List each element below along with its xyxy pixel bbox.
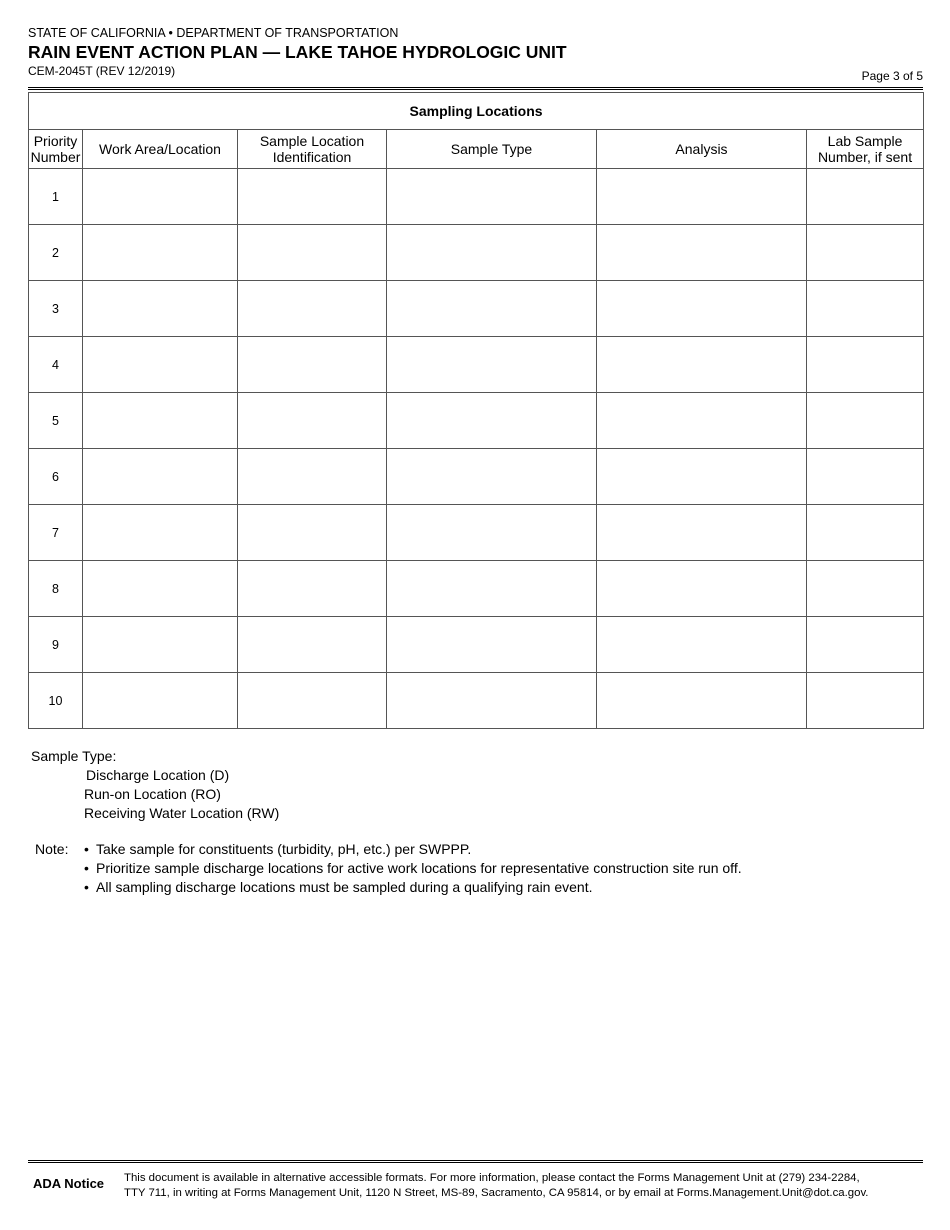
work-area-cell[interactable] xyxy=(83,393,238,449)
lab-sample-number-cell[interactable] xyxy=(807,561,924,617)
legend-item: Run-on Location (RO) xyxy=(84,786,221,802)
table-row xyxy=(29,505,924,561)
analysis-cell[interactable] xyxy=(597,225,807,281)
notes-label: Note: xyxy=(35,841,69,857)
lab-sample-number-cell[interactable] xyxy=(807,617,924,673)
form-title: RAIN EVENT ACTION PLAN — LAKE TAHOE HYDROLOGIC UNIT xyxy=(28,42,567,62)
work-area-cell[interactable] xyxy=(83,673,238,729)
work-area-cell[interactable] xyxy=(83,337,238,393)
sample-type-legend xyxy=(31,747,279,823)
priority-number-cell: 3 xyxy=(29,281,83,337)
sample-type-cell[interactable] xyxy=(387,505,597,561)
lab-sample-number-cell[interactable] xyxy=(807,169,924,225)
table-row xyxy=(29,673,924,729)
lab-sample-number-cell[interactable] xyxy=(807,281,924,337)
analysis-cell[interactable] xyxy=(597,281,807,337)
sample-type-cell[interactable] xyxy=(387,169,597,225)
work-area-cell[interactable] xyxy=(83,617,238,673)
note-item: • All sampling discharge locations must be sampled during a qualifying rain event. xyxy=(84,879,593,895)
table-row xyxy=(29,169,924,225)
table-row xyxy=(29,393,924,449)
sample-location-id-cell[interactable] xyxy=(238,393,387,449)
analysis-cell[interactable] xyxy=(597,561,807,617)
table-caption: Sampling Locations xyxy=(29,93,924,130)
lab-sample-number-cell[interactable] xyxy=(807,505,924,561)
ada-notice-text: This document is available in alternative accessible formats. For more information, please contact the Forms Management Unit at (279) 234-2284, TTY 711, in writing at Forms Management Unit, 1120 N Street, MS-89, Sacramento, CA 95814, or by email at Forms.Management.Unit@dot.ca.gov. xyxy=(124,1172,869,1199)
sample-type-cell[interactable] xyxy=(387,393,597,449)
analysis-cell[interactable] xyxy=(597,617,807,673)
table-row xyxy=(29,225,924,281)
col-sample-type: Sample Type xyxy=(387,130,597,169)
analysis-cell[interactable] xyxy=(597,337,807,393)
col-sample-location-id: Sample Location Identification xyxy=(238,130,387,169)
col-priority-number: Priority Number xyxy=(29,130,83,169)
sample-location-id-cell[interactable] xyxy=(238,169,387,225)
priority-number-cell: 8 xyxy=(29,561,83,617)
footer-rule xyxy=(28,1160,923,1163)
analysis-cell[interactable] xyxy=(597,449,807,505)
page-number: Page 3 of 5 xyxy=(861,69,923,83)
lab-sample-number-cell[interactable] xyxy=(807,449,924,505)
sample-location-id-cell[interactable] xyxy=(238,673,387,729)
lab-sample-number-cell[interactable] xyxy=(807,337,924,393)
sample-location-id-cell[interactable] xyxy=(238,505,387,561)
form-header xyxy=(28,26,923,83)
col-analysis: Analysis xyxy=(597,130,807,169)
agency-line: STATE OF CALIFORNIA • DEPARTMENT OF TRANSPORTATION xyxy=(28,26,399,40)
column-header-row xyxy=(29,130,924,169)
sample-location-id-cell[interactable] xyxy=(238,561,387,617)
priority-number-cell: 1 xyxy=(29,169,83,225)
lab-sample-number-cell[interactable] xyxy=(807,393,924,449)
bullet-icon: • xyxy=(84,879,89,895)
sample-location-id-cell[interactable] xyxy=(238,617,387,673)
work-area-cell[interactable] xyxy=(83,505,238,561)
work-area-cell[interactable] xyxy=(83,225,238,281)
table-row xyxy=(29,561,924,617)
priority-number-cell: 10 xyxy=(29,673,83,729)
work-area-cell[interactable] xyxy=(83,449,238,505)
legend-heading: Sample Type: xyxy=(31,748,117,764)
sampling-locations-table xyxy=(28,92,924,729)
table-row xyxy=(29,449,924,505)
legend-item: Discharge Location (D) xyxy=(86,767,230,783)
lab-sample-number-cell[interactable] xyxy=(807,225,924,281)
sample-type-cell[interactable] xyxy=(387,617,597,673)
table-row xyxy=(29,281,924,337)
sample-location-id-cell[interactable] xyxy=(238,449,387,505)
table-row xyxy=(29,617,924,673)
col-lab-sample-number: Lab Sample Number, if sent xyxy=(807,130,924,169)
bullet-icon: • xyxy=(84,860,89,876)
work-area-cell[interactable] xyxy=(83,169,238,225)
priority-number-cell: 6 xyxy=(29,449,83,505)
lab-sample-number-cell[interactable] xyxy=(807,673,924,729)
priority-number-cell: 5 xyxy=(29,393,83,449)
bullet-icon: • xyxy=(84,841,89,857)
sample-type-cell[interactable] xyxy=(387,673,597,729)
legend-item: Receiving Water Location (RW) xyxy=(84,805,280,821)
analysis-cell[interactable] xyxy=(597,673,807,729)
sample-type-cell[interactable] xyxy=(387,449,597,505)
analysis-cell[interactable] xyxy=(597,505,807,561)
work-area-cell[interactable] xyxy=(83,281,238,337)
sample-type-cell[interactable] xyxy=(387,561,597,617)
priority-number-cell: 2 xyxy=(29,225,83,281)
sample-type-cell[interactable] xyxy=(387,281,597,337)
analysis-cell[interactable] xyxy=(597,169,807,225)
note-item: • Prioritize sample discharge locations for active work locations for representative construction site run off. xyxy=(84,860,742,876)
ada-notice-label: ADA Notice xyxy=(33,1176,105,1191)
sample-type-cell[interactable] xyxy=(387,337,597,393)
header-rule xyxy=(28,87,923,90)
sample-location-id-cell[interactable] xyxy=(238,281,387,337)
work-area-cell[interactable] xyxy=(83,561,238,617)
sample-location-id-cell[interactable] xyxy=(238,337,387,393)
note-item: • Take sample for constituents (turbidity, pH, etc.) per SWPPP. xyxy=(84,841,472,857)
notes-section xyxy=(35,840,742,897)
col-work-area: Work Area/Location xyxy=(83,130,238,169)
priority-number-cell: 7 xyxy=(29,505,83,561)
form-number: CEM-2045T (REV 12/2019) xyxy=(28,64,176,78)
priority-number-cell: 4 xyxy=(29,337,83,393)
priority-number-cell: 9 xyxy=(29,617,83,673)
analysis-cell[interactable] xyxy=(597,393,807,449)
table-row xyxy=(29,337,924,393)
sample-type-cell[interactable] xyxy=(387,225,597,281)
sample-location-id-cell[interactable] xyxy=(238,225,387,281)
